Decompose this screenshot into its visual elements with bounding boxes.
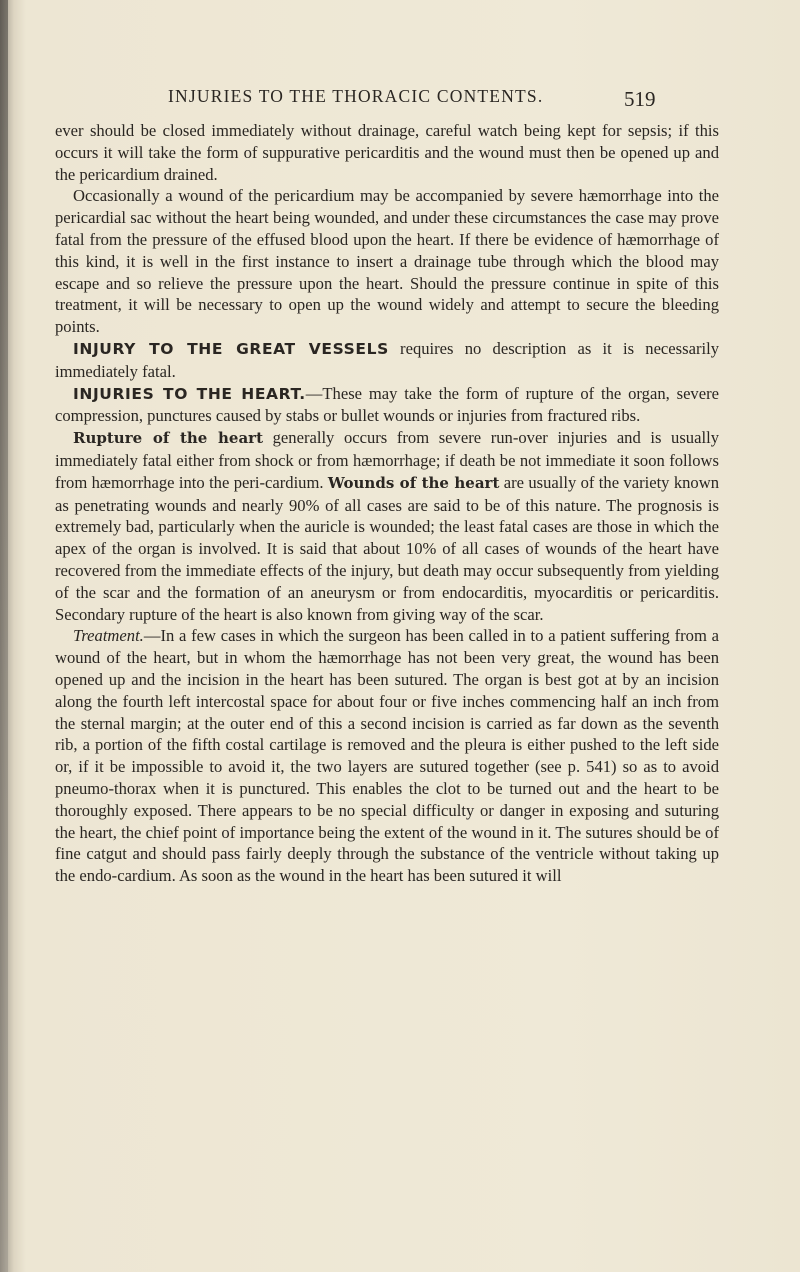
paragraph-injuries-heart — [55, 383, 719, 428]
section-heading-great-vessels: INJURY TO THE GREAT VESSELS — [73, 339, 389, 358]
body-text — [55, 120, 719, 887]
paragraph-text: are usually of the variety known as penetrating wounds and nearly 90% of all cases are said to be of this nature. The prognosis is extremely bad, particularly when the auricle is wounded; the least fatal cases are those in which the apex of the organ is involved. It is said that about 10% of all cases of wounds of the heart have recovered from the immediate effects of the injury, but death may occur subsequently from yielding of the scar and the formation of an aneurysm or from endocarditis, myocarditis or pericarditis. Secondary rupture of the heart is also known from giving way of the scar. — [55, 472, 720, 624]
running-head: INJURIES TO THE THORACIC CONTENTS. — [168, 86, 544, 106]
paragraph-text: requires no description as it is necessarily immediately fatal. — [55, 338, 719, 381]
paragraph-pericardial-haemorrhage: Occasionally a wound of the pericardium may be accompanied by severe hæmorrhage into the pericardial sac without the heart being wounded, and under these circumstances the case may prove fatal from the pressure of the effused blood upon the heart. If there be evidence of hæmorrhage of this kind, it is well in the first instance to insert a drainage tube through which the blood may escape and so relieve the pressure upon the heart. Should the pressure continue in spite of this treatment, it will be necessary to open up the wound widely and attempt to secure the bleeding points. — [55, 186, 719, 337]
page-number: 519 — [624, 87, 656, 111]
section-heading-injuries-heart: INJURIES TO THE HEART. — [73, 384, 306, 403]
paragraph-continuation: ever should be closed immediately without drainage, careful watch being kept for sepsis; if this occurs it will take the form of suppurative pericarditis and the wound must then be opened up and the pericardium drained. — [55, 121, 719, 184]
gutter-shadow — [0, 0, 8, 1272]
paragraph-text: —In a few cases in which the surgeon has been called in to a patient suffering from a wound of the heart, but in whom the hæmorrhage has not been very great, the wound has been opened up and the incision in the heart has been sutured. The organ is best got at by an incision along the fourth left intercostal space for about four or five inches commencing half an inch from the sternal margin; at the outer end of this a second incision is carried as far down as the seventh rib, a portion of the fifth costal cartilage is removed and the pleura is either pushed to the left side or, if it be impossible to avoid it, the two layers are sutured together (see p. 541) so as to avoid pneumo-thorax when it is punctured. This enables the clot to be turned out and the heart to be thoroughly exposed. There appears to be no special difficulty or danger in exposing and suturing the heart, the chief point of importance being the extent of the wound in it. The sutures should be of fine catgut and should pass fairly deeply through the substance of the ventricle without taking up the endo-cardium. As soon as the wound in the heart has been sutured it will — [55, 626, 719, 886]
subheading-treatment: Treatment. — [73, 626, 144, 646]
paragraph-treatment — [55, 625, 719, 887]
paragraph-rupture — [55, 427, 719, 625]
paragraph-text: —These may take the form of rupture of the organ, severe compression, punctures caused by stabs or bullet wounds or injuries from fractured ribs. — [55, 383, 719, 426]
paragraph-text: generally occurs from severe run-over injuries and is usually immediately fatal either from shock or from hæmorrhage; if death be not immediate it soon follows from hæmorrhage into the peri-cardium. — [55, 428, 719, 492]
subheading-wounds: Wounds of the heart — [327, 473, 500, 492]
subheading-rupture: Rupture of the heart — [73, 429, 264, 448]
paragraph-great-vessels — [55, 338, 719, 383]
